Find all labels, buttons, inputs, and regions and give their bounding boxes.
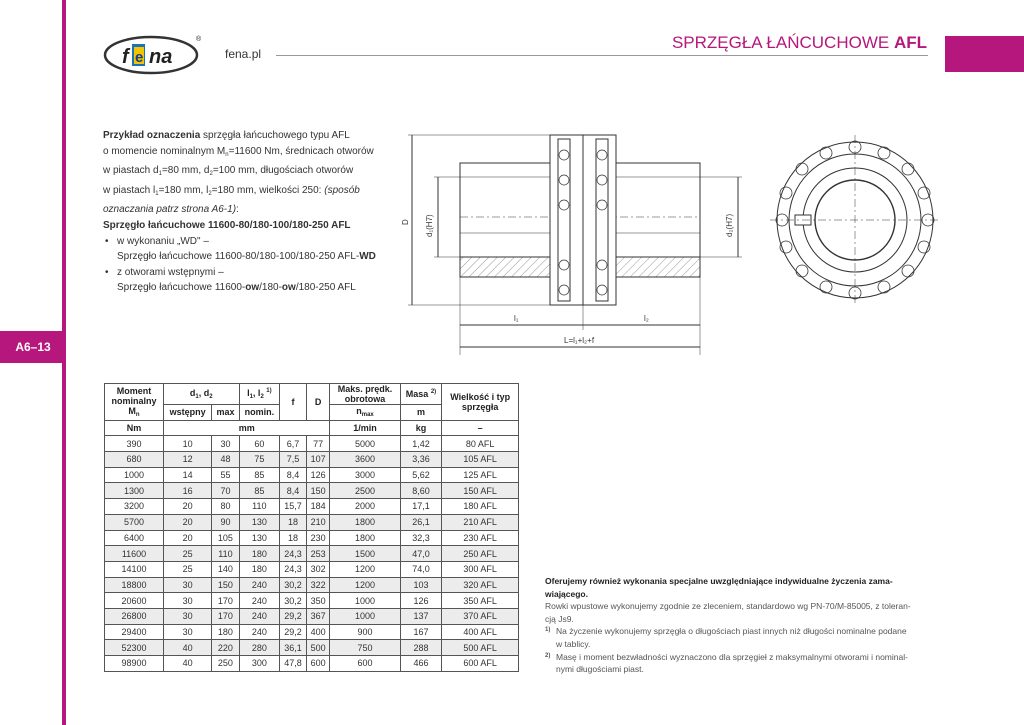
table-cell: 26800	[105, 608, 164, 624]
svg-text:d₂(H7): d₂(H7)	[725, 213, 734, 237]
svg-text:e: e	[135, 49, 144, 66]
page-number-tab: A6–13	[0, 331, 66, 363]
table-cell: 15,7	[280, 499, 307, 515]
table-cell: 500 AFL	[442, 640, 519, 656]
table-cell: 30,2	[280, 593, 307, 609]
table-cell: 2000	[330, 499, 400, 515]
table-cell: 47,8	[280, 656, 307, 672]
table-row	[105, 514, 519, 530]
table-cell: 1000	[330, 608, 400, 624]
svg-text:®: ®	[196, 36, 202, 43]
table-cell: 80 AFL	[442, 436, 519, 452]
table-cell: 1000	[105, 467, 164, 483]
table-cell: 85	[239, 467, 280, 483]
table-cell: 180	[239, 561, 280, 577]
svg-text:L=l₁+l₂+f: L=l₁+l₂+f	[564, 336, 595, 345]
table-cell: 170	[212, 608, 239, 624]
coupling-drawing	[400, 125, 940, 355]
table-row	[105, 577, 519, 593]
table-cell: 1300	[105, 483, 164, 499]
table-cell: 47,0	[400, 546, 442, 562]
table-cell: 29400	[105, 624, 164, 640]
table-cell: 25	[164, 546, 212, 562]
table-cell: 126	[306, 467, 330, 483]
table-row	[105, 499, 519, 515]
table-cell: 24,3	[280, 561, 307, 577]
table-cell: 180 AFL	[442, 499, 519, 515]
table-cell: 20	[164, 499, 212, 515]
table-cell: 180	[212, 624, 239, 640]
table-cell: 14	[164, 467, 212, 483]
table-cell: 40	[164, 640, 212, 656]
col-moment: Moment nominalny $M_n$	[105, 384, 164, 421]
table-cell: 98900	[105, 656, 164, 672]
table-cell: 1800	[330, 530, 400, 546]
table-cell: 48	[212, 452, 239, 468]
table-cell: 600	[330, 656, 400, 672]
table-cell: 18	[280, 514, 307, 530]
table-cell: 30	[164, 577, 212, 593]
table-cell: 85	[239, 483, 280, 499]
table-cell: 1,42	[400, 436, 442, 452]
table-cell: 126	[400, 593, 442, 609]
svg-text:d₁(H7): d₁(H7)	[425, 214, 434, 237]
bullet-wd: • w wykonaniu „WD" –	[103, 234, 403, 250]
col-speed: Maks. prędk. obrotowa	[330, 384, 400, 405]
table-cell: 29,2	[280, 608, 307, 624]
table-cell: 1200	[330, 577, 400, 593]
table-cell: 14100	[105, 561, 164, 577]
table-cell: 390	[105, 436, 164, 452]
table-cell: 80	[212, 499, 239, 515]
table-row	[105, 640, 519, 656]
svg-text:l₁: l₁	[514, 314, 519, 323]
table-cell: 350	[306, 593, 330, 609]
table-cell: 250 AFL	[442, 546, 519, 562]
table-cell: 110	[239, 499, 280, 515]
table-cell: 30	[212, 436, 239, 452]
table-cell: 7,5	[280, 452, 307, 468]
table-cell: 6400	[105, 530, 164, 546]
table-cell: 6,7	[280, 436, 307, 452]
table-cell: 18800	[105, 577, 164, 593]
table-cell: 140	[212, 561, 239, 577]
table-cell: 24,3	[280, 546, 307, 562]
table-cell: 5700	[105, 514, 164, 530]
table-cell: 26,1	[400, 514, 442, 530]
table-cell: 600	[306, 656, 330, 672]
table-cell: 20	[164, 530, 212, 546]
table-row	[105, 452, 519, 468]
table-cell: 240	[239, 608, 280, 624]
svg-text:l₂: l₂	[644, 314, 649, 323]
table-cell: 230	[306, 530, 330, 546]
page-title: SPRZĘGŁA ŁAŃCUCHOWE AFL	[671, 33, 927, 52]
table-cell: 240	[239, 577, 280, 593]
table-cell: 300	[239, 656, 280, 672]
table-cell: 600 AFL	[442, 656, 519, 672]
table-cell: 150 AFL	[442, 483, 519, 499]
table-cell: 110	[212, 546, 239, 562]
table-cell: 130	[239, 530, 280, 546]
col-D: D	[306, 384, 330, 421]
table-cell: 32,3	[400, 530, 442, 546]
table-cell: 12	[164, 452, 212, 468]
table-cell: 20600	[105, 593, 164, 609]
table-cell: 240	[239, 593, 280, 609]
col-size: Wielkość i typ sprzęgła	[442, 384, 519, 421]
table-cell: 105	[212, 530, 239, 546]
table-cell: 52300	[105, 640, 164, 656]
table-cell: 370 AFL	[442, 608, 519, 624]
table-cell: 36,1	[280, 640, 307, 656]
table-cell: 125 AFL	[442, 467, 519, 483]
table-cell: 1800	[330, 514, 400, 530]
specifications-table: Moment nominalny $M_n$ $d_1$, $d_2$ $l_1$, $l_2$ $^{1)}$ f D Maks. prędk. obrotowa Masa $^{2)}$ Wielkość i typ sprzęgła wstępny max nomin. $n_{max}$ m Nm mm 1/min kg – 390 10 30 60 6,7 77 5000 1,42 80 AFL 680 12 48 75 7,5 107 3600 3,36 105 AFL 1000 14 55 85 8,4 126 3000 5,62 125 AFL 1300 16 70 85 8,4 150 2500 8,60 150 AFL 3200 20 80 110 15,7 184 2000 17,1 180 AFL 5700 20 90 130 18 210 1800 26,1 210 AFL 6400 20 105 130 18 230 1800 32,3 230 AFL 11600 25 110 180 24,3 253 1500 47,0 250 AFL 14100 25 140 180 24,3 302 1200 74,0 300 AFL 18800 30 150 240 30,2 322 1200 103 320 AFL 20600 30 170 240 30,2 350 1000 126 350 AFL 26800 30 170 240 29,2 367 1000 137 370 AFL 29400 30 180 240 29,2 400 900 167 400 AFL 52300 40 220 280 36,1 500 750 288 500 AFL 98900 40 250 300 47,8 600 600 466 600 AFL	[104, 383, 519, 672]
table-row	[105, 608, 519, 624]
table-cell: 210 AFL	[442, 514, 519, 530]
designation-example: Przykład oznaczenia sprzęgła łańcuchowego typu AFL o momencie nominalnym $M_n=11600$ Nm, średnicach otworów w piastach $d_1=80$ mm, $d_2=100$ mm, długościach otworów w piastach $l_1=180$ mm, $l_2=180$ mm, wielkości 250: (sposób oznaczania patrz strona A6-1): Sprzęgło łańcuchowe 11600-80/180-100/180-250 AFL • w wykonaniu „WD" – Sprzęgło łańcuchowe 11600-80/180-100/180-250 AFL-WD • z otworami wstępnymi – Sprzęgło łańcuchowe 11600-ow/180-ow/180-250 AFL	[103, 128, 403, 296]
table-cell: 288	[400, 640, 442, 656]
col-length: $l_1$, $l_2$ $^{1)}$	[239, 384, 280, 405]
side-view	[408, 135, 742, 355]
designation-code: Sprzęgło łańcuchowe 11600-80/180-100/180-250 AFL	[103, 219, 351, 231]
table-cell: 1200	[330, 561, 400, 577]
table-cell: 350 AFL	[442, 593, 519, 609]
fena-logo	[103, 34, 203, 76]
table-cell: 167	[400, 624, 442, 640]
table-cell: 137	[400, 608, 442, 624]
bullet-pilot-bores: • z otworami wstępnymi –	[103, 265, 403, 281]
table-cell: 70	[212, 483, 239, 499]
table-cell: 20	[164, 514, 212, 530]
svg-text:D: D	[401, 219, 410, 225]
table-cell: 8,4	[280, 483, 307, 499]
header-rule	[276, 55, 928, 56]
notes: Oferujemy również wykonania specjalne uwzględniające indywidualne życzenia zama- wiającego. Rowki wpustowe wykonujemy zgodnie ze zleceniem, standardowo wg PN-70/M-85005, z toleran- cją Js9. 1) Na życzenie wykonujemy sprzęgła o długościach piast innych niż długości nominalne podane w tablicy. 2) Masę i moment bezwładności wyznaczono dla sprzęgieł z maksymalnymi otworami i nominal- nymi długościami piast.	[545, 575, 930, 676]
table-cell: 300 AFL	[442, 561, 519, 577]
table-row	[105, 561, 519, 577]
table-cell: 90	[212, 514, 239, 530]
table-cell: 400	[306, 624, 330, 640]
table-cell: 11600	[105, 546, 164, 562]
table-cell: 230 AFL	[442, 530, 519, 546]
table-cell: 170	[212, 593, 239, 609]
table-cell: 150	[306, 483, 330, 499]
table-cell: 3000	[330, 467, 400, 483]
website-url[interactable]: fena.pl	[225, 47, 262, 61]
table-row	[105, 624, 519, 640]
table-cell: 107	[306, 452, 330, 468]
table-cell: 210	[306, 514, 330, 530]
table-cell: 18	[280, 530, 307, 546]
table-cell: 240	[239, 624, 280, 640]
col-f: f	[280, 384, 307, 421]
col-mass: Masa $^{2)}$	[400, 384, 442, 405]
table-cell: 220	[212, 640, 239, 656]
table-cell: 75	[239, 452, 280, 468]
table-cell: 184	[306, 499, 330, 515]
table-row	[105, 483, 519, 499]
table-cell: 8,60	[400, 483, 442, 499]
footnote-2: 2) Masę i moment bezwładności wyznaczono dla sprzęgieł z maksymalnymi otworami i nominal-	[545, 651, 908, 662]
table-cell: 400 AFL	[442, 624, 519, 640]
table-cell: 250	[212, 656, 239, 672]
table-cell: 320 AFL	[442, 577, 519, 593]
table-cell: 367	[306, 608, 330, 624]
table-cell: 16	[164, 483, 212, 499]
table-cell: 40	[164, 656, 212, 672]
footnote-1: 1) Na życzenie wykonujemy sprzęgła o długościach piast innych niż długości nominalne podane	[545, 626, 907, 637]
table-cell: 3600	[330, 452, 400, 468]
table-cell: 105 AFL	[442, 452, 519, 468]
table-cell: 10	[164, 436, 212, 452]
table-cell: 60	[239, 436, 280, 452]
col-bore: $d_1$, $d_2$	[164, 384, 240, 405]
table-row	[105, 436, 519, 452]
table-row	[105, 546, 519, 562]
table-cell: 180	[239, 546, 280, 562]
table-row	[105, 656, 519, 672]
table-cell: 29,2	[280, 624, 307, 640]
table-cell: 30	[164, 593, 212, 609]
table-row	[105, 593, 519, 609]
table-cell: 466	[400, 656, 442, 672]
table-cell: 302	[306, 561, 330, 577]
table-cell: 5,62	[400, 467, 442, 483]
table-cell: 3200	[105, 499, 164, 515]
table-cell: 680	[105, 452, 164, 468]
table-cell: 77	[306, 436, 330, 452]
svg-text:na: na	[149, 46, 173, 68]
table-cell: 25	[164, 561, 212, 577]
table-cell: 750	[330, 640, 400, 656]
table-cell: 30	[164, 608, 212, 624]
header-accent-block	[945, 36, 1024, 72]
table-cell: 55	[212, 467, 239, 483]
table-cell: 500	[306, 640, 330, 656]
table-cell: 1500	[330, 546, 400, 562]
table-cell: 30,2	[280, 577, 307, 593]
table-cell: 30	[164, 624, 212, 640]
table-cell: 900	[330, 624, 400, 640]
table-cell: 74,0	[400, 561, 442, 577]
table-cell: 150	[212, 577, 239, 593]
table-cell: 2500	[330, 483, 400, 499]
table-cell: 322	[306, 577, 330, 593]
table-cell: 3,36	[400, 452, 442, 468]
table-cell: 5000	[330, 436, 400, 452]
table-cell: 1000	[330, 593, 400, 609]
svg-text:f: f	[122, 46, 129, 68]
front-view	[770, 135, 940, 305]
table-cell: 17,1	[400, 499, 442, 515]
table-cell: 8,4	[280, 467, 307, 483]
table-row	[105, 530, 519, 546]
table-cell: 130	[239, 514, 280, 530]
table-cell: 280	[239, 640, 280, 656]
table-row	[105, 467, 519, 483]
table-cell: 253	[306, 546, 330, 562]
table-cell: 103	[400, 577, 442, 593]
